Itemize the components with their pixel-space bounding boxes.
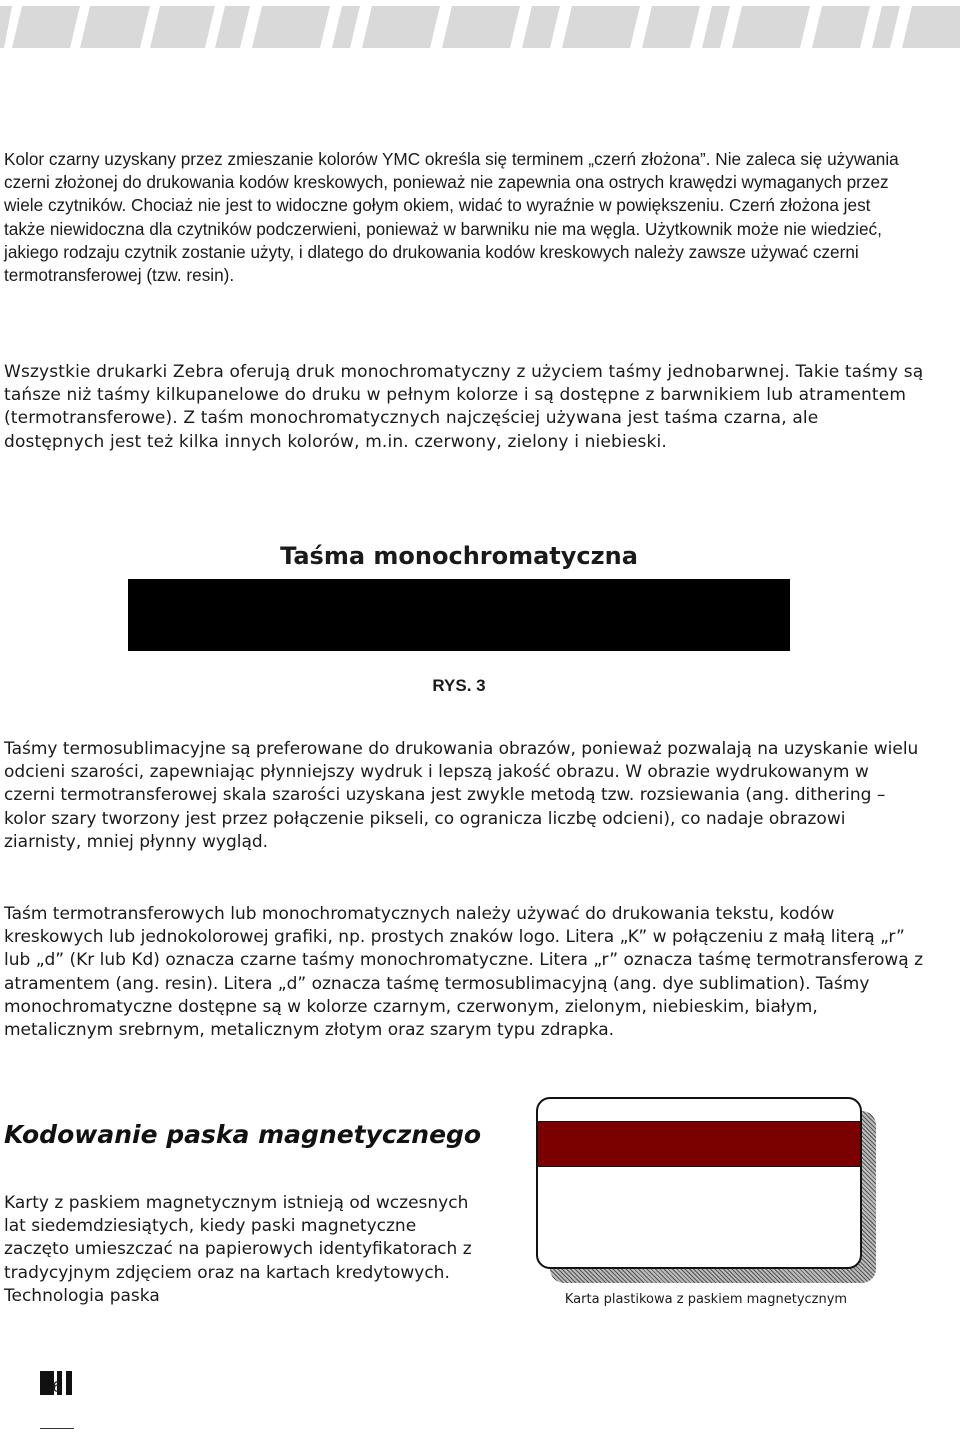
page-number-rule — [40, 1428, 74, 1429]
plastic-card-illustration — [536, 1097, 862, 1269]
card-caption: Karta plastikowa z paskiem magnetycznym — [564, 1292, 848, 1307]
paragraph-composite-black: Kolor czarny uzyskany przez zmieszanie kolorów YMC określa się terminem „czerń złożona”. Nie zaleca się używania czerni złożonej do drukowania kodów kreskowych, ponieważ nie zapewnia ona ostrych krawędzi wymaganych przez wiele czytników. Chociaż nie jest to widoczne gołym okiem, widać to wyraźnie w powiększeniu. Czerń złożona jest także niewidoczna dla czytników podczerwieni, ponieważ w barwniku nie ma węgla. Użytkownik może nie wiedzieć, jakiego rodzaju czytnik zostanie użyty, i dlatego do drukowania kodów kreskowych należy zawsze używać czerni termotransferowej (tzw. resin). — [4, 149, 899, 286]
header-stripe-decoration — [0, 0, 960, 54]
paragraph-dye-sublimation: Taśmy termosublimacyjne są preferowane do drukowania obrazów, ponieważ pozwalają na uzyskanie wielu odcieni szarości, zapewniając płynniejszy wydruk i lepszą jakość obrazu. W obrazie wydrukowanym w czerni termotransferowej skala szarości uzyskana jest zwykle metodą tzw. rozsiewania (ang. dithering – kolor szary tworzony jest przez połączenie pikseli, co ogranicza liczbę odcieni), co nadaje obrazowi ziarnisty, mniej płynny wygląd. — [4, 739, 919, 852]
monochrome-ribbon-illustration — [128, 579, 790, 651]
figure-title: Taśma monochromatyczna — [280, 542, 638, 570]
page-number: 6 — [52, 1378, 62, 1396]
magnetic-stripe — [538, 1121, 860, 1167]
paragraph-resin-ribbons: Taśm termotransferowych lub monochromatycznych należy używać do drukowania tekstu, kodów kreskowych lub jednokolorowej grafiki, np. prostych znaków logo. Litera „K” w połączeniu z małą literą „r” lub „d” (Kr lub Kd) oznacza czarne taśmy monochromatyczne. Litera „r” oznacza taśmę termotransferową z atramentem (ang. resin). Litera „d” oznacza taśmę termosublimacyjną (ang. dye sublimation). Taśmy monochromatyczne dostępne są w kolorze czarnym, czerwonym, zielonym, niebieskim, białym, metalicznym srebrnym, metalicznym złotym oraz szarym typu zdrapka. — [4, 904, 924, 1041]
paragraph-monochrome-printing: Wszystkie drukarki Zebra oferują druk monochromatyczny z użyciem taśmy jednobarwnej. Takie taśmy są tańsze niż taśmy kilkupanelowe do druku w pełnym kolorze i są dostępne z barwnikiem lub atramentem (termotransferowe). Z taśm monochromatycznych najczęściej używana jest taśma czarna, ale dostępnych jest też kilka innych kolorów, m.in. czerwony, zielony i niebieski. — [4, 362, 924, 452]
section-heading-magnetic-stripe: Kodowanie paska magnetycznego — [4, 1120, 482, 1149]
paragraph-magnetic-stripe-history: Karty z paskiem magnetycznym istnieją od wczesnych lat siedemdziesiątych, kiedy paski magnetyczne zaczęto umieszczać na papierowych identyfikatorach z tradycyjnym zdjęciem oraz na kartach kredytowych. Technologia paska — [4, 1193, 472, 1306]
figure-label: RYS. 3 — [432, 676, 486, 695]
